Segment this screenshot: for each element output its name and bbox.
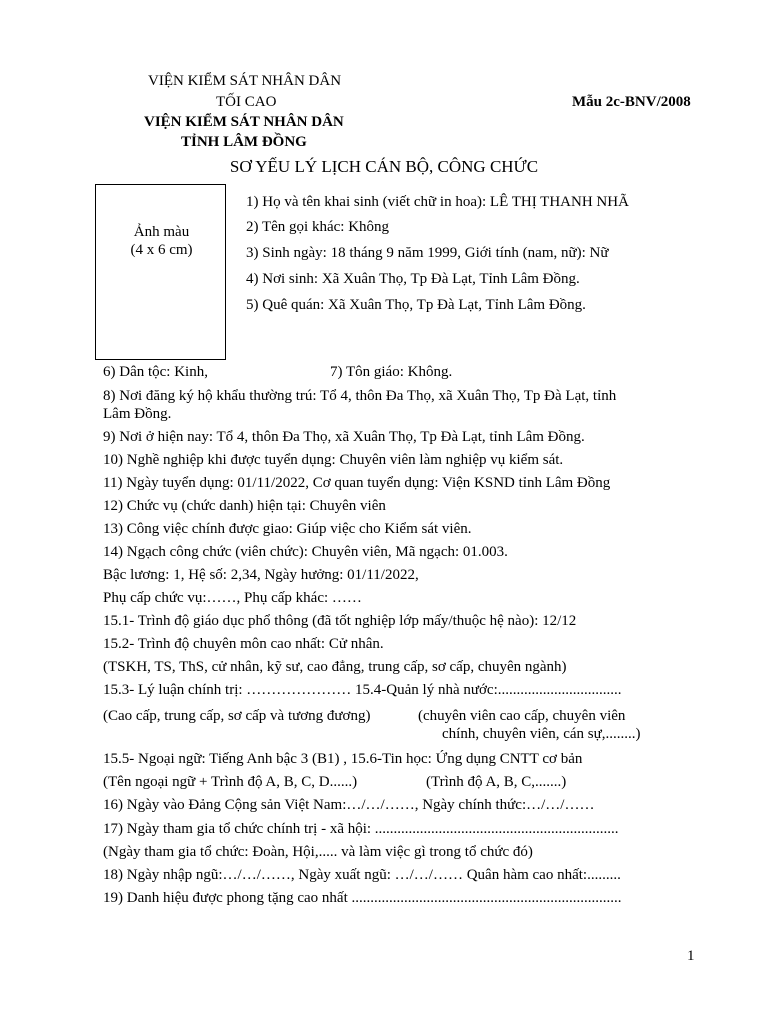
field-civil-rank: 14) Ngạch công chức (viên chức): Chuyên viên, Mã ngạch: 01.003. (103, 544, 508, 560)
field-main-duty: 13) Công việc chính được giao: Giúp việc cho Kiểm sát viên. (103, 521, 472, 537)
field-current-address: 9) Nơi ở hiện nay: Tổ 4, thôn Đa Thọ, xã Xuân Thọ, Tp Đà Lạt, tỉnh Lâm Đồng. (103, 429, 585, 445)
field-highest-degree: 15.2- Trình độ chuyên môn cao nhất: Cử nhân. (103, 636, 384, 652)
field-degree-note: (TSKH, TS, ThS, cử nhân, kỹ sư, cao đẳng, trung cấp, sơ cấp, chuyên ngành) (103, 659, 567, 675)
field-birth-place: 4) Nơi sinh: Xã Xuân Thọ, Tp Đà Lạt, Tỉnh Lâm Đồng. (246, 271, 580, 287)
photo-label-line2: (4 x 6 cm) (130, 242, 193, 258)
field-military: 18) Ngày nhập ngũ:…/…/……, Ngày xuất ngũ: …/…/…… Quân hàm cao nhất:......... (103, 867, 621, 883)
field-state-management-note-line1: (chuyên viên cao cấp, chuyên viên (418, 708, 626, 724)
org-name-line1: VIỆN KIỂM SÁT NHÂN DÂN (148, 73, 342, 89)
field-party-date: 16) Ngày vào Đảng Cộng sản Việt Nam:…/…/……, Ngày chính thức:…/…/…… (103, 797, 595, 813)
org-unit-line1: VIỆN KIỂM SÁT NHÂN DÂN (144, 114, 344, 130)
field-general-education: 15.1- Trình độ giáo dục phổ thông (đã tốt nghiệp lớp mấy/thuộc hệ nào): 12/12 (103, 613, 577, 629)
field-political-theory: 15.3- Lý luận chính trị: ………………… 15.4-Quản lý nhà nước:................................. (103, 682, 622, 698)
field-it-note: (Trình độ A, B, C,.......) (426, 774, 567, 790)
org-unit-line2: TỈNH LÂM ĐỒNG (181, 134, 307, 150)
field-hometown: 5) Quê quán: Xã Xuân Thọ, Tp Đà Lạt, Tỉnh Lâm Đồng. (246, 297, 586, 313)
field-registered-address-line1: 8) Nơi đăng ký hộ khẩu thường trú: Tổ 4, thôn Đa Thọ, xã Xuân Thọ, Tp Đà Lạt, tỉnh (103, 388, 617, 404)
field-occupation: 10) Nghề nghiệp khi được tuyển dụng: Chuyên viên làm nghiệp vụ kiểm sát. (103, 452, 564, 468)
org-name-line2: TỐI CAO (216, 94, 277, 110)
field-social-org-date: 17) Ngày tham gia tổ chức chính trị - xã hội: ................................................................. (103, 821, 619, 837)
field-registered-address-line2: Lâm Đồng. (103, 406, 172, 422)
page-number: 1 (687, 948, 695, 964)
field-full-name: 1) Họ và tên khai sinh (viết chữ in hoa): LÊ THỊ THANH NHÃ (246, 194, 629, 210)
field-recruitment: 11) Ngày tuyển dụng: 01/11/2022, Cơ quan tuyển dụng: Viện KSND tỉnh Lâm Đồng (103, 475, 611, 491)
form-code: Mẫu 2c-BNV/2008 (572, 94, 691, 110)
document-title: SƠ YẾU LÝ LỊCH CÁN BỘ, CÔNG CHỨC (229, 157, 539, 176)
field-state-management-note-line2: chính, chuyên viên, cán sự,........) (442, 726, 641, 742)
field-political-theory-note: (Cao cấp, trung cấp, sơ cấp và tương đương) (103, 708, 371, 724)
field-foreign-language: 15.5- Ngoại ngữ: Tiếng Anh bậc 3 (B1) , 15.6-Tin học: Ứng dụng CNTT cơ bản (103, 751, 583, 767)
field-language-note: (Tên ngoại ngữ + Trình độ A, B, C, D......) (103, 774, 358, 790)
photo-label-line1: Ảnh màu (133, 224, 190, 240)
photo-placeholder (95, 184, 226, 360)
field-other-name: 2) Tên gọi khác: Không (246, 219, 390, 235)
field-religion: 7) Tôn giáo: Không. (330, 364, 453, 380)
field-birth-date: 3) Sinh ngày: 18 tháng 9 năm 1999, Giới tính (nam, nữ): Nữ (246, 245, 609, 261)
field-social-org-note: (Ngày tham gia tổ chức: Đoàn, Hội,..... và làm việc gì trong tổ chức đó) (103, 844, 533, 860)
field-salary: Bậc lương: 1, Hệ số: 2,34, Ngày hưởng: 01/11/2022, (103, 567, 419, 583)
field-allowance: Phụ cấp chức vụ:……, Phụ cấp khác: …… (103, 590, 362, 606)
field-ethnicity: 6) Dân tộc: Kinh, (103, 364, 208, 380)
field-position: 12) Chức vụ (chức danh) hiện tại: Chuyên viên (103, 498, 386, 514)
field-honors: 19) Danh hiệu được phong tặng cao nhất ........................................................................ (103, 890, 622, 906)
